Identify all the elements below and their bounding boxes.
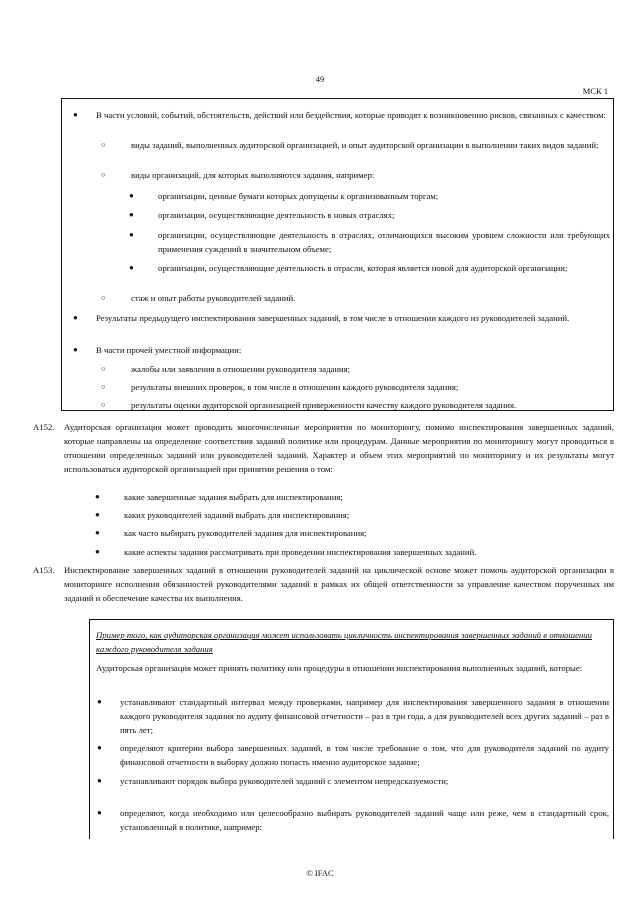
- example-item-2: определяют критерии выбора завершенных заданий, в том числе требование о том, что для руководителя заданий по аудиту финансовой отчетности в выборку должно попасть именно аудиторское задание;: [120, 743, 609, 767]
- a152-item-1: какие завершенные задания выбрать для инспектирования;: [124, 492, 343, 502]
- bullet-dot: ●: [129, 191, 134, 200]
- a152-item-2: каких руководителей заданий выбрать для инспектирования;: [124, 510, 350, 520]
- bullet-dot: ●: [129, 230, 134, 239]
- box1-subitem-6: результаты оценки аудиторской организацией приверженности качеству каждого руководителя задания.: [131, 400, 517, 410]
- bullet-dot: ●: [73, 110, 78, 119]
- a152-item-4: какие аспекты задания рассматривать при проведении инспектирования завершенных заданий.: [124, 547, 477, 557]
- circle-marker: ○: [101, 293, 106, 302]
- bullet-dot: ●: [97, 743, 102, 752]
- circle-marker: ○: [101, 364, 106, 373]
- example-intro: Аудиторская организация может принять политику или процедуры в отношении инспектирования выполненных заданий, которые:: [96, 663, 583, 673]
- bullet-dot: ●: [129, 210, 134, 219]
- box1-subsubitem-3: организации, осуществляющие деятельность в отраслях, отличающихся высоким уровнем сложности или требующих применения суждений в значительном объеме;: [158, 230, 610, 254]
- bullet-dot: ●: [97, 697, 102, 706]
- circle-marker: ○: [101, 382, 106, 391]
- bullet-dot: ●: [73, 313, 78, 322]
- circle-marker: ○: [101, 140, 106, 149]
- bullet-dot: ●: [73, 345, 78, 354]
- standard-label: МСК 1: [582, 86, 608, 96]
- paragraph-number-a153: A153.: [33, 565, 55, 575]
- a152-item-3: как часто выбирать руководителей задания для инспектирования;: [124, 528, 367, 538]
- bullet-dot: ●: [95, 528, 100, 537]
- bullet-dot: ●: [97, 808, 102, 817]
- bullet-dot: ●: [95, 510, 100, 519]
- box1-subitem-3: стаж и опыт работы руководителей заданий.: [131, 293, 296, 303]
- box1-item-1: В части условий, событий, обстоятельств, действий или бездействия, которые приводят к возникновению рисков, связанных с качеством:: [96, 110, 606, 120]
- footer-copyright: © IFAC: [306, 868, 334, 878]
- bullet-dot: ●: [95, 492, 100, 501]
- box1-subitem-5: результаты внешних проверок, в том числе в отношении каждого руководителя задания;: [131, 382, 459, 392]
- box1-subsubitem-2: организации, осуществляющие деятельность в новых отраслях;: [158, 210, 395, 220]
- bullet-dot: ●: [95, 547, 100, 556]
- example-item-4: определяют, когда необходимо или целесообразно выбирать руководителей заданий чаще или реже, чем в стандартный срок, установленный в политике, например:: [120, 808, 609, 832]
- box1-subsubitem-4: организации, осуществляющие деятельность в отрасли, которая является новой для аудиторской организации;: [158, 263, 568, 273]
- example-item-3: устанавливают порядок выбора руководителей заданий с элементом непредсказуемости;: [120, 776, 449, 786]
- box1-subitem-4: жалобы или заявления в отношении руководителя задания;: [131, 364, 351, 374]
- circle-marker: ○: [101, 170, 106, 179]
- circle-marker: ○: [101, 400, 106, 409]
- box1-subitem-2: виды организаций, для которых выполняются задания, например:: [131, 170, 375, 180]
- paragraph-a152: Аудиторская организация может проводить многочисленные мероприятия по мониторингу, помимо инспектирования завершенных заданий, которые направлены на определение соответствия заданий политике или процедурам. Данные мероприятия по мониторингу могут проводиться в отношении определенных заданий или руководителей заданий. Характер и объем этих мероприятий по мониторингу и их результаты могут использоваться аудиторской организацией при принятии решения о том:: [64, 422, 614, 474]
- bullet-dot: ●: [129, 263, 134, 272]
- paragraph-number-a152: A152.: [33, 422, 55, 432]
- paragraph-a153: Инспектирование завершенных заданий в отношении руководителей заданий на циклической основе может помочь аудиторской организации в мониторинге исполнения обязанностей руководителями заданий в рамках их общей ответственности за управление качеством порученных им заданий и обеспечение качества их выполнения.: [64, 565, 614, 603]
- page-number: 49: [315, 74, 325, 84]
- example-item-1: устанавливают стандартный интервал между проверками, например для инспектирования завершенного задания в отношении каждого руководителя задания по аудиту финансовой отчетности – раз в три года, а для руководителей всех других заданий – раз в пять лет;: [120, 697, 609, 735]
- box1-subitem-1: виды заданий, выполненных аудиторской организацией, и опыт аудиторской организации в выполнении таких видов заданий;: [131, 140, 599, 150]
- box1-item-3: В части прочей уместной информации:: [96, 345, 242, 355]
- example-title: Пример того, как аудиторская организация может использовать цикличность инспектирования завершенных заданий в отношении каждого руководителя задания: [96, 630, 592, 654]
- box1-item-2: Результаты предыдущего инспектирования завершенных заданий, в том числе в отношении каждого из руководителей заданий.: [96, 313, 570, 323]
- box1-subsubitem-1: организации, ценные бумаги которых допущены к организованным торгам;: [158, 191, 439, 201]
- bullet-dot: ●: [97, 776, 102, 785]
